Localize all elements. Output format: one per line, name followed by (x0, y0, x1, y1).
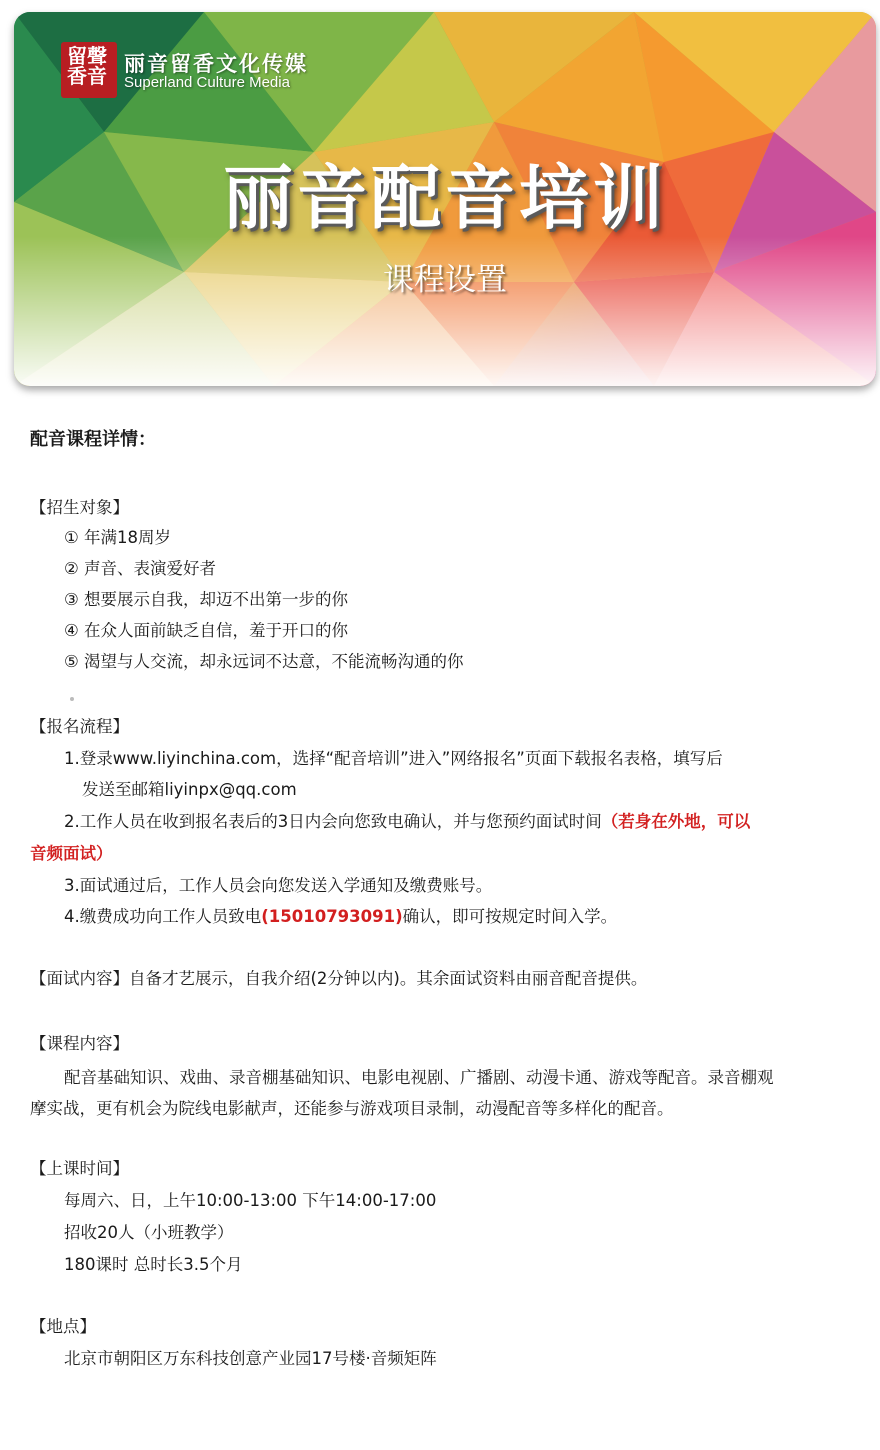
schedule-item: 招收20人（小班教学） (64, 1223, 234, 1242)
interview-content: 【面试内容】自备才艺展示，自我介绍(2分钟以内)。其余面试资料由丽音配音提供。 (30, 969, 648, 988)
process-step-2-note: （若身在外地，可以 (601, 812, 751, 831)
process-step-2-text: 2.工作人员在收到报名表后的3日内会向您致电确认，并与您预约面试时间 (64, 812, 602, 831)
process-step-1-email: 发送至邮箱liyinpx@qq.com (82, 780, 297, 799)
course-banner (14, 12, 876, 386)
logo-seal-text: 留聲香音 (67, 44, 107, 88)
process-step-2 (64, 811, 750, 833)
list-item: ② 声音、表演爱好者 (64, 559, 217, 578)
phone-number: (15010793091) (261, 907, 403, 926)
section-heading: 配音课程详情： (30, 429, 156, 450)
process-step-4 (64, 906, 617, 928)
list-item: ⑤ 渴望与人交流，却永远词不达意，不能流畅沟通的你 (64, 652, 464, 671)
audience-label: 【招生对象】 (30, 498, 129, 517)
list-item: ① 年满18周岁 (64, 528, 172, 547)
logo-english-name: Superland Culture Media (124, 74, 290, 91)
logo-seal-icon (61, 42, 117, 98)
bullet-dot (70, 697, 74, 701)
process-step-4-text: 4.缴费成功向工作人员致电 (64, 907, 262, 926)
process-step-2-note-cont: 音频面试） (30, 844, 113, 863)
process-step-3: 3.面试通过后，工作人员会向您发送入学通知及缴费账号。 (64, 876, 493, 895)
banner-subtitle: 课程设置 (383, 262, 507, 298)
schedule-item: 每周六、日，上午10:00-13:00 下午14:00-17:00 (64, 1191, 437, 1210)
process-step-1: 1.登录www.liyinchina.com，选择“配音培训”进入”网络报名”页面下载报名表格，填写后 (64, 749, 723, 768)
location-label: 【地点】 (30, 1317, 96, 1336)
list-item: ③ 想要展示自我，却迈不出第一步的你 (64, 590, 349, 609)
banner-title: 丽音配音培训 (223, 157, 667, 239)
schedule-item: 180课时 总时长3.5个月 (64, 1255, 243, 1274)
course-description-line-2: 摩实战，更有机会为院线电影献声，还能参与游戏项目录制，动漫配音等多样化的配音。 (30, 1099, 674, 1118)
location-address: 北京市朝阳区万东科技创意产业园17号楼·音频矩阵 (64, 1349, 437, 1368)
process-label: 【报名流程】 (30, 717, 129, 736)
process-step-4-suffix: 确认，即可按规定时间入学。 (402, 907, 618, 926)
course-description-line-1: 配音基础知识、戏曲、录音棚基础知识、电影电视剧、广播剧、动漫卡通、游戏等配音。录音棚观 (64, 1068, 774, 1087)
schedule-label: 【上课时间】 (30, 1159, 129, 1178)
list-item: ④ 在众人面前缺乏自信，羞于开口的你 (64, 621, 349, 640)
logo-chinese-name: 丽音留香文化传媒 (124, 51, 308, 76)
course-label: 【课程内容】 (30, 1034, 129, 1053)
